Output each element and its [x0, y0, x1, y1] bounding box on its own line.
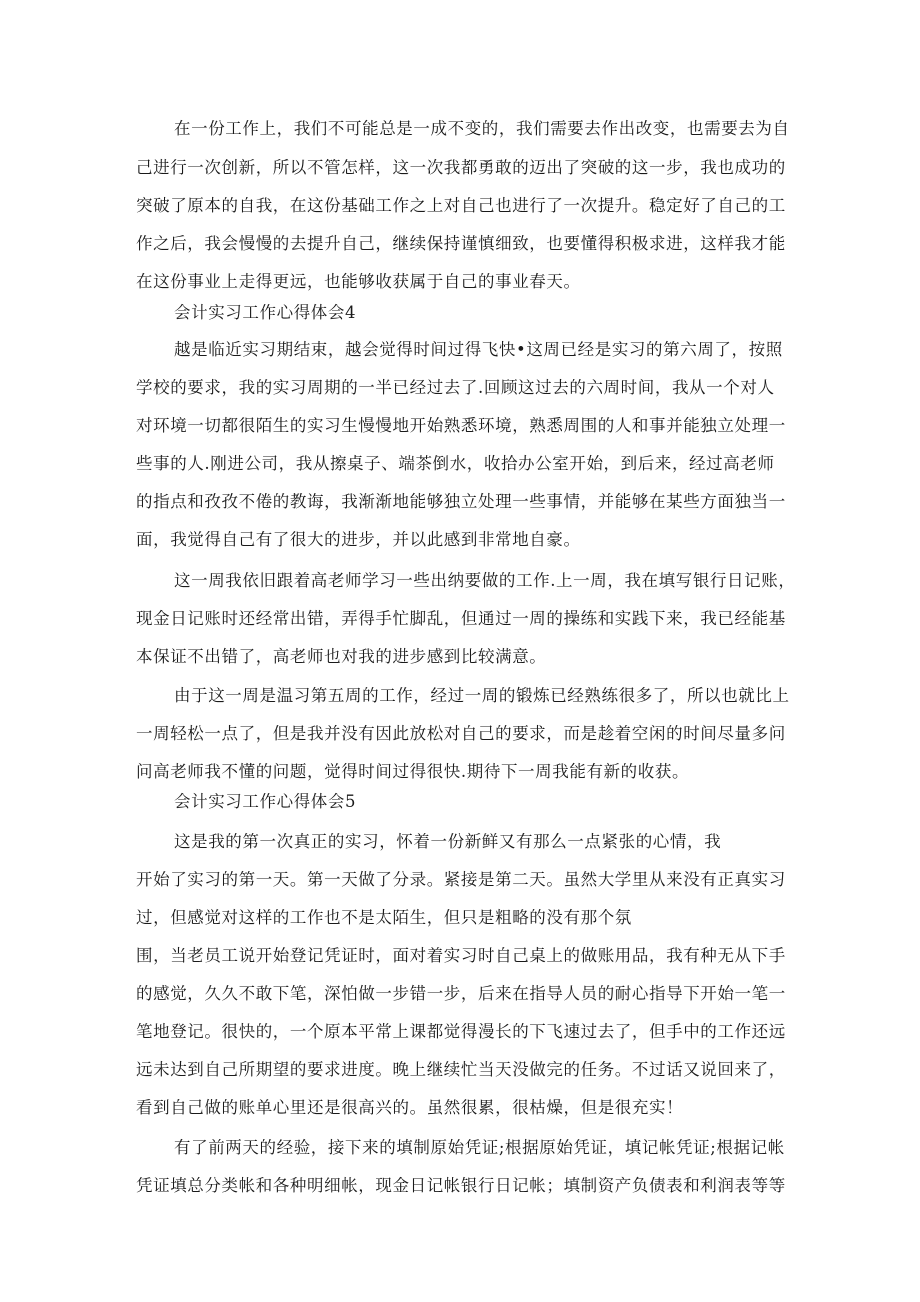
- text-line: 越是临近实习期结束，越会觉得时间过得飞快•这周已经是实习的第六周了，按照: [174, 340, 783, 359]
- text-line: 由于这一周是温习第五周的工作，经过一周的锻炼已经熟练很多了，所以也就比上: [174, 686, 790, 705]
- text-line: 学校的要求，我的实习周期的一半已经过去了.回顾这过去的六周时间，我从一个对人: [136, 378, 775, 397]
- text-line: 远未达到自己所期望的要求进度。晚上继续忙当天没做完的任务。不过话又说回来了，: [136, 1060, 786, 1079]
- text-line: 的指点和孜孜不倦的教诲，我渐渐地能够独立处理一些事情，并能够在某些方面独当一: [136, 492, 786, 511]
- text-line: 这一周我依旧跟着高老师学习一些出纳要做的工作.上一周，我在填写银行日记账，: [174, 571, 796, 590]
- text-line: 现金日记账时还经常出错，弄得手忙脚乱，但通过一周的操练和实践下来，我已经能基: [136, 609, 786, 628]
- text-line: 些事的人.刚进公司，我从擦桌子、端茶倒水，收拾办公室开始，到后来，经过高老师: [136, 454, 775, 473]
- text-line: 面，我觉得自己有了很大的进步，并以此感到非常地自豪。: [136, 530, 581, 549]
- text-line: 凭证填总分类帐和各种明细帐，现金日记帐银行日记帐；填制资产负债表和利润表等等: [136, 1176, 786, 1195]
- text-line: 在这份事业上走得更远，也能够收获属于自己的事业春天。: [136, 272, 581, 291]
- text-line: 对环境一切都很陌生的实习生慢慢地开始熟悉环境，熟悉周围的人和事并能独立处理一: [136, 416, 786, 435]
- text-line: 本保证不出错了，高老师也对我的进步感到比较满意。: [136, 647, 547, 666]
- text-line: 突破了原本的自我，在这份基础工作之上对自己也进行了一次提升。稳定好了自己的工: [136, 196, 786, 215]
- text-line: 作之后，我会慢慢的去提升自己，继续保持谨慎细致，也要懂得积极求进，这样我才能: [136, 234, 786, 253]
- text-line: 围，当老员工说开始登记凭证时，面对着实习时自己桌上的做账用品，我有种无从下手: [136, 946, 786, 965]
- text-line: 问高老师我不懂的问题，觉得时间过得很快.期待下一周我能有新的收获。: [136, 762, 690, 781]
- text-line: 在一份工作上，我们不可能总是一成不变的，我们需要去作出改变，也需要去为自: [174, 119, 790, 138]
- text-line: 的感觉，久久不敢下笔，深怕做一步错一步，后来在指导人员的耐心指导下开始一笔一: [136, 984, 786, 1003]
- text-line: 有了前两天的经验，接下来的填制原始凭证;根据原始凭证，填记帐凭证;根据记帐: [174, 1138, 785, 1157]
- section-heading: 会计实习工作心得体会5: [174, 792, 357, 811]
- text-line: 己进行一次创新，所以不管怎样，这一次我都勇敢的迈出了突破的这一步，我也成功的: [136, 158, 786, 177]
- text-line: 过，但感觉对这样的工作也不是太陌生，但只是粗略的没有那个氛: [136, 908, 632, 927]
- text-line: 看到自己做的账单心里还是很高兴的。虽然很累，很枯燥，但是很充实！: [136, 1098, 684, 1117]
- text-line: 笔地登记。很快的，一个原本平常上课都觉得漫长的下飞速过去了，但手中的工作还远: [136, 1022, 786, 1041]
- section-heading: 会计实习工作心得体会4: [174, 303, 357, 322]
- text-line: 一周轻松一点了，但是我并没有因此放松对自己的要求，而是趁着空闲的时间尽量多问: [136, 724, 786, 743]
- text-line: 开始了实习的第一天。第一天做了分录。紧接是第二天。虽然大学里从来没有正真实习: [136, 870, 786, 889]
- text-line: 这是我的第一次真正的实习，怀着一份新鲜又有那么一点紧张的心情，我: [174, 832, 722, 851]
